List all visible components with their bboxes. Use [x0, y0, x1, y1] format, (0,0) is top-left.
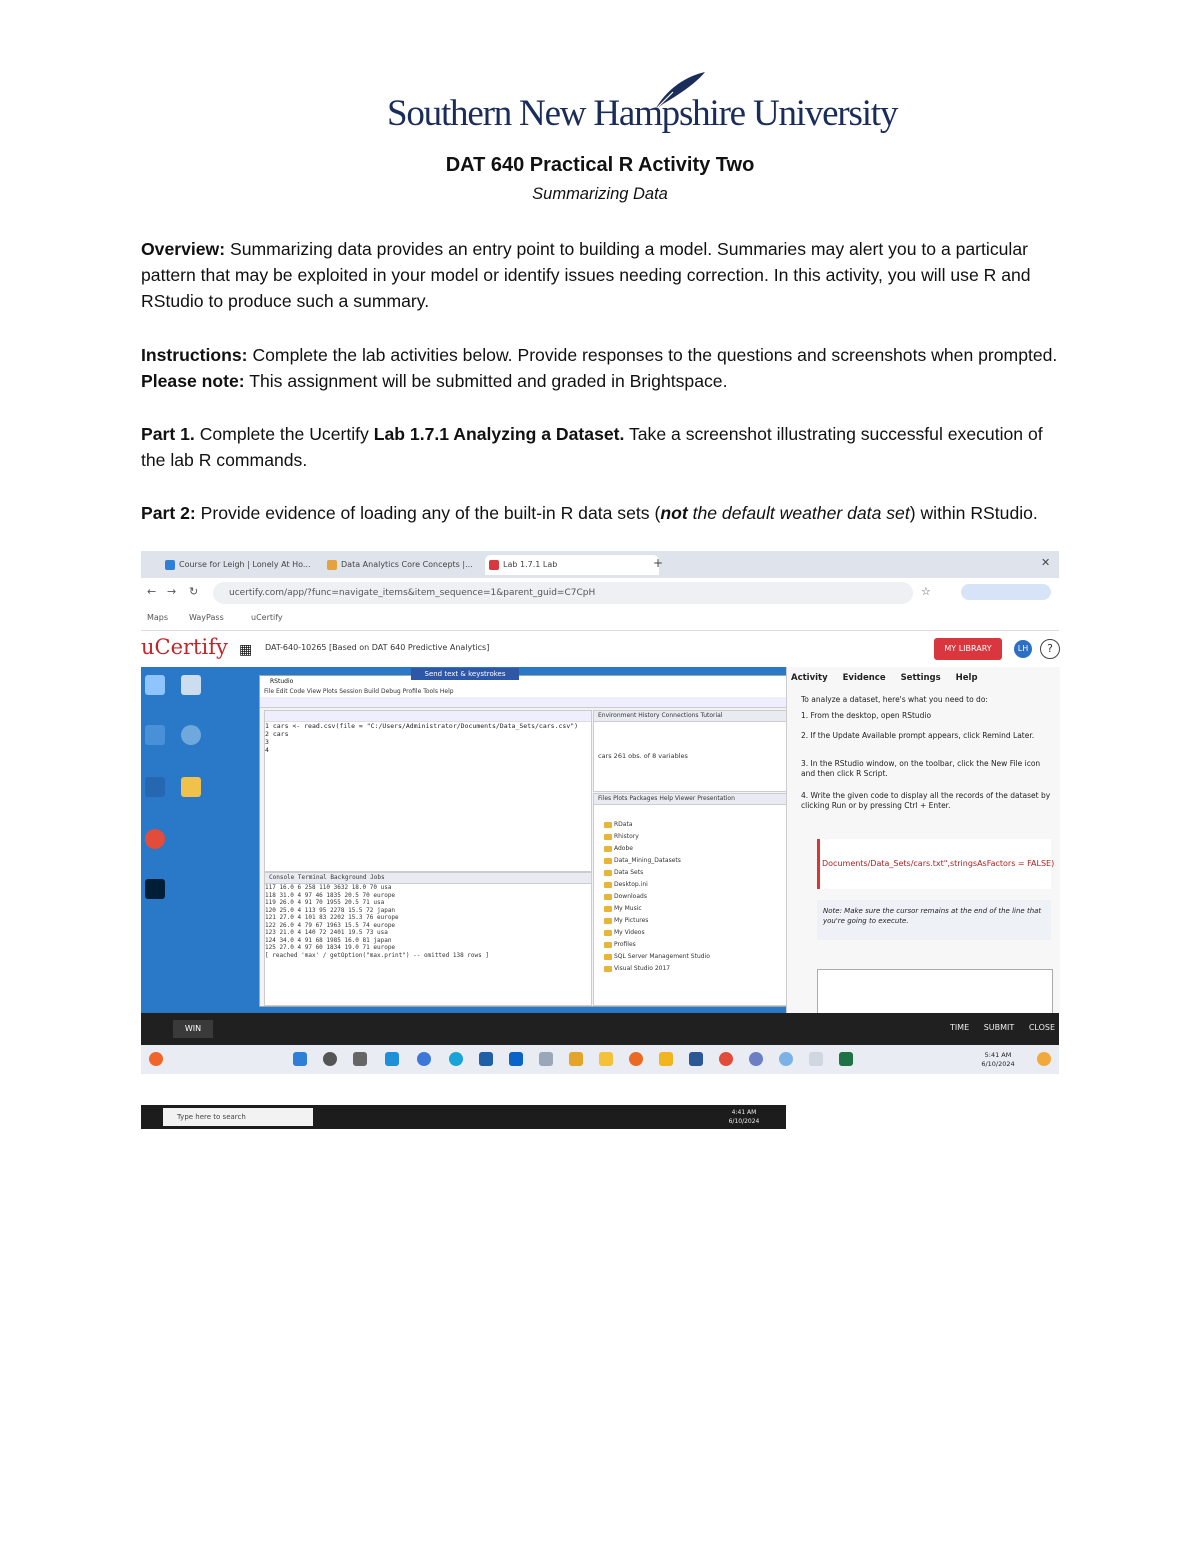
- rstudio-toolbar: [260, 697, 790, 708]
- excel-icon[interactable]: [839, 1052, 853, 1066]
- rstudio-menu[interactable]: File Edit Code View Plots Session Build Debug Profile Tools Help: [260, 687, 790, 697]
- console-line: 117 16.0 6 258 110 3632 18.0 70 usa: [265, 884, 392, 891]
- folder-icon: [604, 954, 612, 960]
- app-icon[interactable]: [569, 1052, 583, 1066]
- file-row[interactable]: RData: [594, 819, 788, 831]
- console-line: [ reached 'max' / getOption("max.print") -- omitted 138 rows ]: [265, 951, 489, 959]
- bookmark-waypass[interactable]: WayPass: [189, 613, 224, 622]
- console-line: 121 27.0 4 101 83 2202 15.3 76 europe: [265, 914, 399, 921]
- script-editor[interactable]: [264, 710, 592, 872]
- tab-label: Lab 1.7.1 Lab: [503, 560, 558, 569]
- part1-text-b: Take a screenshot illustrating successful execution of the lab R commands.: [141, 424, 1043, 470]
- folder-icon: [604, 894, 612, 900]
- tab-evidence[interactable]: Evidence: [842, 673, 886, 683]
- vm-date: 6/10/2024: [728, 1118, 760, 1125]
- side-step-4: 4. Write the given code to display all the records of the dataset by clicking Run or by pressing Ctrl + Enter.: [801, 791, 1051, 810]
- note-label: Please note:: [141, 371, 245, 391]
- rstudio-title: RStudio: [260, 676, 790, 687]
- search-icon[interactable]: [323, 1052, 337, 1066]
- edge-icon[interactable]: [449, 1052, 463, 1066]
- console-line: 118 31.0 4 97 46 1835 20.5 70 europe: [265, 891, 396, 899]
- folder-icon: [604, 870, 612, 876]
- tab-settings[interactable]: Settings: [900, 673, 941, 683]
- vm-time: 4:41 AM: [731, 1109, 757, 1116]
- folder-icon: [604, 834, 612, 840]
- part1-label: Part 1.: [141, 424, 195, 444]
- side-step-1: 1. From the desktop, open RStudio: [801, 711, 932, 720]
- vm-clock: [709, 1108, 779, 1126]
- tab-favicon-icon: [327, 560, 337, 570]
- embedded-screenshot: [141, 551, 1059, 1125]
- instructions-text: Complete the lab activities below. Provide responses to the questions and screenshots when prompted.: [252, 345, 1058, 365]
- file-row[interactable]: Data Sets: [594, 867, 788, 879]
- environment-pane: [593, 710, 789, 792]
- overview-paragraph: [141, 236, 1066, 314]
- file-row[interactable]: My Videos: [594, 927, 788, 939]
- file-row[interactable]: Adobe: [594, 843, 788, 855]
- file-explorer-icon[interactable]: [599, 1052, 613, 1066]
- side-tabs: [791, 673, 990, 683]
- console-pane[interactable]: [264, 872, 592, 1006]
- my-library-button[interactable]: MY LIBRARY: [934, 638, 1002, 660]
- console-line: 124 34.0 4 91 68 1985 16.0 81 japan: [265, 936, 392, 944]
- file-row[interactable]: Rhistory: [594, 831, 788, 843]
- environment-row[interactable]: cars 261 obs. of 8 variables: [598, 752, 688, 760]
- note-text: This assignment will be submitted and graded in Brightspace.: [249, 371, 728, 391]
- app-icon[interactable]: [539, 1052, 553, 1066]
- ucertify-header: [141, 631, 1059, 668]
- folder-icon: [604, 882, 612, 888]
- vm-search-input[interactable]: Type here to search: [163, 1108, 313, 1126]
- editor-line: 3: [265, 738, 269, 746]
- mail-icon[interactable]: [509, 1052, 523, 1066]
- chrome-icon[interactable]: [145, 829, 165, 849]
- send-text-button[interactable]: Send text & keystrokes: [411, 668, 519, 680]
- submit-button[interactable]: SUBMIT: [983, 1023, 1015, 1032]
- ucertify-logo[interactable]: uCertify: [141, 635, 228, 659]
- widget-icon[interactable]: [1037, 1052, 1051, 1066]
- firefox-icon[interactable]: [629, 1052, 643, 1066]
- part2-paragraph: [141, 500, 1066, 526]
- tab-label: Data Analytics Core Concepts |...: [341, 560, 473, 569]
- folder-icon: [604, 858, 612, 864]
- close-window-icon[interactable]: ✕: [1041, 556, 1051, 569]
- part2-italic: the default weather data set: [692, 503, 910, 523]
- overview-label: Overview:: [141, 239, 226, 259]
- address-row: [141, 578, 1059, 608]
- task-view-icon[interactable]: [353, 1052, 367, 1066]
- file-row[interactable]: Data_Mining_Datasets: [594, 855, 788, 867]
- part1-text-a: Complete the Ucertify: [199, 424, 369, 444]
- console-line: 123 21.0 4 140 72 2401 19.5 73 usa: [265, 929, 388, 936]
- part1-lab-name: Lab 1.7.1 Analyzing a Dataset.: [373, 424, 625, 444]
- page-subtitle: Summarizing Data: [532, 185, 668, 203]
- console-tabs[interactable]: Console Terminal Background Jobs: [265, 873, 591, 884]
- help-icon[interactable]: ?: [1040, 639, 1060, 659]
- os-time: 5:41 AM: [984, 1051, 1012, 1059]
- file-row[interactable]: Visual Studio 2017: [594, 963, 788, 975]
- rstudio-window: [259, 675, 791, 1007]
- browser-tabbar: [141, 551, 1059, 578]
- word-icon[interactable]: [689, 1052, 703, 1066]
- university-logo: [387, 70, 898, 136]
- environment-tabs[interactable]: Environment History Connections Tutorial: [594, 711, 788, 722]
- os-taskbar: [141, 1045, 1059, 1074]
- browser-tab-2[interactable]: [323, 555, 491, 575]
- os-clock: [969, 1051, 1027, 1069]
- avatar[interactable]: LH: [1014, 640, 1032, 658]
- vm-taskbar: [141, 1105, 786, 1129]
- file-row[interactable]: My Pictures: [594, 915, 788, 927]
- start-icon[interactable]: [293, 1052, 307, 1066]
- editor-line: 2 cars: [265, 730, 289, 738]
- folder-icon: [604, 942, 612, 948]
- apps-grid-icon[interactable]: ▦: [239, 642, 253, 658]
- console-line: 122 26.0 4 79 67 1963 15.5 74 europe: [265, 921, 396, 929]
- part2-text-a: Provide evidence of loading any of the built-in R data sets (: [200, 503, 661, 523]
- part1-paragraph: [141, 421, 1066, 473]
- console-line: 125 27.0 4 97 60 1834 19.0 71 europe: [265, 944, 396, 951]
- code-snippet: Documents/Data_Sets/cars.txt",stringsAsFactors = FALSE): [817, 839, 1051, 889]
- desktop-icon[interactable]: [181, 675, 201, 695]
- r-icon[interactable]: [145, 777, 165, 797]
- chrome-icon[interactable]: [719, 1052, 733, 1066]
- file-row[interactable]: SQL Server Management Studio: [594, 951, 788, 963]
- console-line: 119 26.0 4 91 70 1955 20.5 71 usa: [265, 899, 385, 906]
- tab-activity[interactable]: Activity: [791, 673, 828, 683]
- bookmark-maps[interactable]: Maps: [147, 613, 169, 622]
- desktop-icon[interactable]: [145, 675, 165, 695]
- note-box: Note: Make sure the cursor remains at the end of the line that you're going to execute.: [817, 900, 1051, 940]
- close-button[interactable]: CLOSE: [1028, 1023, 1055, 1032]
- folder-icon[interactable]: [181, 777, 201, 797]
- photoshop-icon[interactable]: [145, 879, 165, 899]
- page-title: DAT 640 Practical R Activity Two: [445, 154, 755, 176]
- os-date: 6/10/2024: [981, 1060, 1015, 1068]
- url-bar[interactable]: ucertify.com/app/?func=navigate_items&item_sequence=1&parent_guid=C7CpH: [213, 582, 913, 604]
- win-button[interactable]: WIN: [173, 1020, 213, 1038]
- forward-icon[interactable]: →: [167, 585, 177, 598]
- folder-icon: [604, 966, 612, 972]
- file-row[interactable]: Downloads: [594, 891, 788, 903]
- part2-not: not: [660, 503, 688, 523]
- course-title: DAT-640-10265 [Based on DAT 640 Predictive Analytics]: [265, 643, 490, 652]
- files-tabs[interactable]: Files Plots Packages Help Viewer Presentation: [594, 794, 788, 805]
- instructions-paragraph: [141, 342, 1066, 394]
- bookmark-ucertify[interactable]: uCertify: [251, 613, 283, 622]
- tab-favicon-icon: [165, 560, 175, 570]
- store-icon[interactable]: [479, 1052, 493, 1066]
- folder-icon: [604, 846, 612, 852]
- tab-label: Course for Leigh | Lonely At Ho...: [179, 560, 311, 569]
- lab-bottom-bar: [141, 1013, 1059, 1045]
- folder-icon: [604, 906, 612, 912]
- powerbi-icon[interactable]: [659, 1052, 673, 1066]
- lab-side-panel: [786, 667, 1060, 1013]
- side-intro: To analyze a dataset, here's what you need to do:: [801, 695, 988, 704]
- star-icon[interactable]: ☆: [921, 585, 931, 598]
- rstudio-icon[interactable]: [181, 725, 201, 745]
- overview-text: Summarizing data provides an entry point to building a model. Summaries may alert you to a particular pattern that may be exploited in your model or identify issues needing correction. In this activity, you will use R and RStudio to produce such a summary.: [141, 239, 1031, 311]
- bottom-actions: [938, 1023, 1055, 1032]
- folder-icon: [604, 930, 612, 936]
- tab-favicon-icon: [489, 560, 499, 570]
- file-row[interactable]: My Music: [594, 903, 788, 915]
- new-tab-icon[interactable]: +: [653, 556, 664, 570]
- files-pane: [593, 793, 789, 1006]
- browser-tab-3[interactable]: [485, 555, 659, 575]
- folder-icon: [604, 918, 612, 924]
- app-icon[interactable]: [779, 1052, 793, 1066]
- reload-icon[interactable]: ↻: [189, 585, 199, 598]
- side-step-3: 3. In the RStudio window, on the toolbar, click the New File icon and then click R Script.: [801, 759, 1041, 778]
- desktop-icon[interactable]: [145, 725, 165, 745]
- university-name: Southern New Hampshire University: [387, 93, 898, 134]
- app-icon[interactable]: [749, 1052, 763, 1066]
- file-row[interactable]: Desktop.ini: [594, 879, 788, 891]
- editor-line: 1 cars <- read.csv(file = "C:/Users/Administrator/Documents/Data_Sets/cars.csv"): [265, 722, 579, 730]
- bookmarks-bar: [141, 608, 1059, 631]
- teams-icon[interactable]: [385, 1052, 399, 1066]
- app-icon[interactable]: [809, 1052, 823, 1066]
- back-icon[interactable]: ←: [147, 585, 157, 598]
- browser-tab-1[interactable]: [161, 555, 329, 575]
- file-row[interactable]: Profiles: [594, 939, 788, 951]
- side-step-2: 2. If the Update Available prompt appears, click Remind Later.: [801, 731, 1035, 740]
- console-line: 120 25.0 4 113 95 2278 15.5 72 japan: [265, 906, 396, 914]
- folder-icon: [604, 822, 612, 828]
- search-app-icon[interactable]: [417, 1052, 431, 1066]
- part2-text-b: ) within RStudio.: [909, 503, 1038, 523]
- tab-help[interactable]: Help: [955, 673, 978, 683]
- part2-label: Part 2:: [141, 503, 196, 523]
- editor-line: 4: [265, 746, 269, 754]
- time-button[interactable]: TIME: [949, 1023, 970, 1032]
- app-icon[interactable]: [149, 1052, 163, 1066]
- result-thumbnail[interactable]: [817, 969, 1053, 1015]
- profile-chip[interactable]: [961, 584, 1051, 600]
- instructions-label: Instructions:: [141, 345, 248, 365]
